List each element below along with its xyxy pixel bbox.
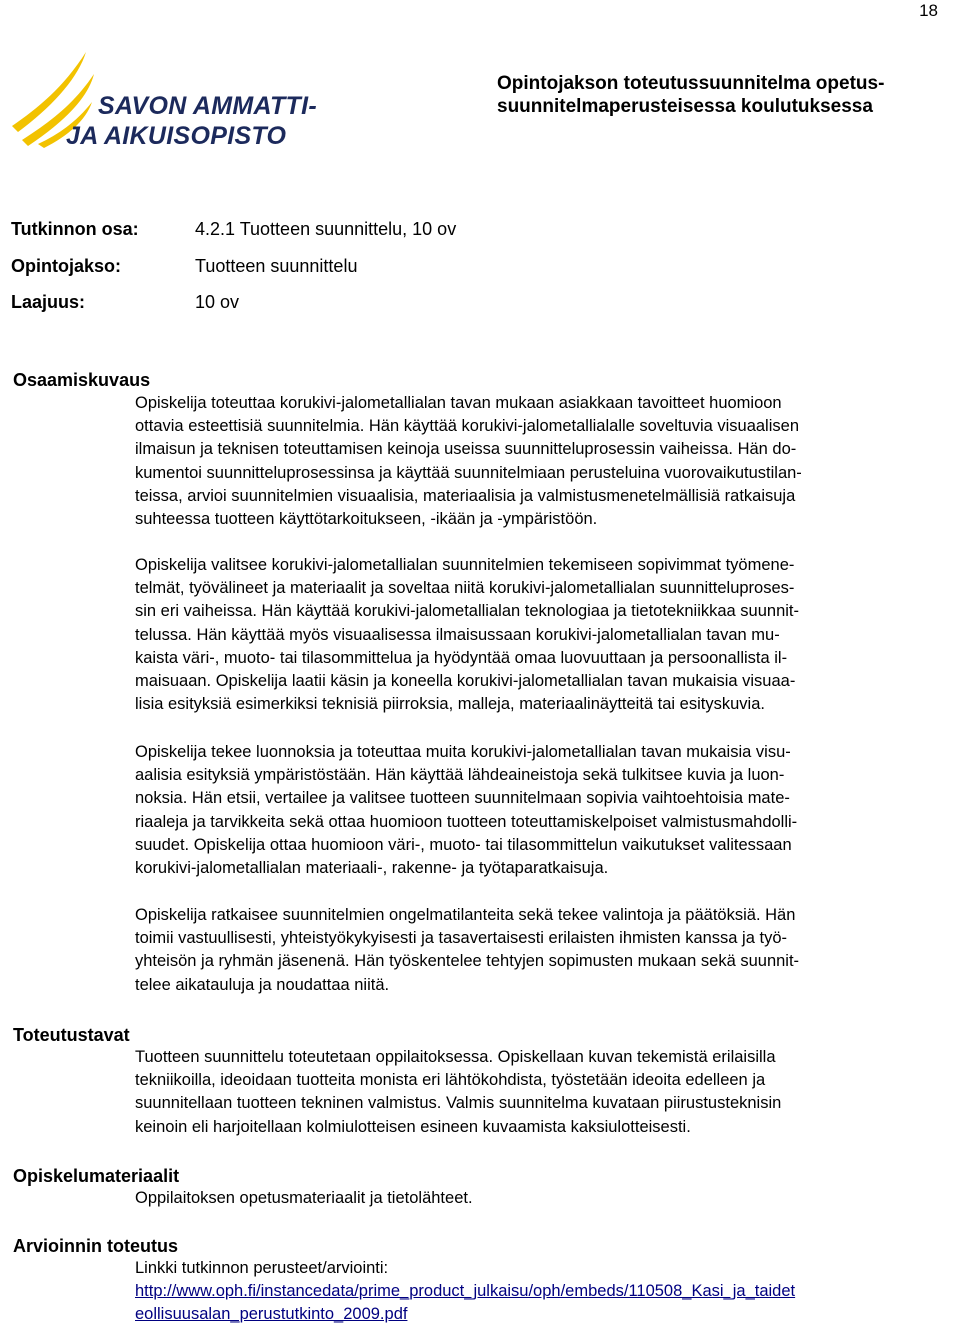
osaamiskuvaus-paragraph-4 (135, 904, 799, 997)
text-line: toimii vastuullisesti, yhteistyökykyisesti ja tasavertaisesti erilaisten ihmisten kanssa ja työ- (135, 929, 787, 948)
text-line: suunnitellaan tuotteen tekninen valmistus. Valmis suunnitelma kuvataan piirustusteknisin (135, 1094, 782, 1113)
text-line: Opiskelija tekee luonnoksia ja toteuttaa muita korukivi-jalometallialan tavan mukaisia visu- (135, 743, 791, 761)
opiskelumateriaalit-text: Oppilaitoksen opetusmateriaalit ja tietolähteet. (135, 1189, 473, 1207)
text-line: Opiskelija valitsee korukivi-jalometallialan suunnitelmien tekemiseen sopivimmat työmene- (135, 556, 795, 574)
text-line: telmät, työvälineet ja materiaalit ja soveltaa niitä korukivi-jalometallialan suunnitteluproses- (135, 579, 795, 598)
opintojakso-value: Tuotteen suunnittelu (195, 256, 358, 276)
osaamiskuvaus-paragraph-2 (135, 554, 799, 716)
text-line: Opiskelija toteuttaa korukivi-jalometallialan tavan mukaan asiakkaan tavoitteet huomioon (135, 394, 782, 412)
laajuus-value: 10 ov (195, 292, 240, 312)
page-number: 18 (919, 1, 938, 20)
text-line: yhteisön ja ryhmän jäsenenä. Hän työskentelee tehtyjen sopimusten mukaan sekä suunnit- (135, 952, 800, 971)
text-line: ilmaisun ja teknisen toteuttamisen keinoja useissa suunnitteluprosessin vaiheissa. Hän do- (135, 440, 797, 459)
text-line: korukivi-jalometallialan materiaali-, rakenne- ja työtaparatkaisuja. (135, 859, 609, 878)
opiskelumateriaalit-heading: Opiskelumateriaalit (13, 1166, 180, 1186)
text-line: lisia esityksiä esimerkiksi teknisiä piirroksia, malleja, materiaalinäytteitä tai esityskuvia. (135, 695, 765, 714)
document-title-line2: suunnitelmaperusteisessa koulutuksessa (497, 96, 873, 117)
text-line: keinoin eli harjoitellaan kolmiulotteisen esineen kuvaamista kaksiulotteisesti. (135, 1117, 691, 1136)
opintojakso-label: Opintojakso: (11, 256, 122, 276)
text-line: kaista väri-, muoto- tai tilasommittelua ja hyödyntää omaa luovuuttaan ja persoonallista il- (135, 648, 788, 667)
text-line: suudet. Opiskelija ottaa huomioon väri-, muoto- tai tilasommittelun vaikutukset valitessaan (135, 835, 792, 854)
osaamiskuvaus-paragraph-1 (135, 392, 802, 531)
school-logo (8, 48, 348, 158)
text-line: suhteessa tuotteen käyttötarkoitukseen, -ikään ja -ympäristöön. (135, 510, 598, 529)
tutkinnon-osa-value: 4.2.1 Tuotteen suunnittelu, 10 ov (195, 219, 457, 239)
logo-text-line2: JA AIKUISOPISTO (66, 122, 287, 150)
text-line: ottavia esteettisiä suunnitelmia. Hän käyttää korukivi-jalometallialalle soveltuvia visuaalisen (135, 417, 799, 436)
osaamiskuvaus-heading: Osaamiskuvaus (13, 370, 151, 390)
toteutustavat-heading: Toteutustavat (13, 1025, 130, 1045)
text-line: aalisia esityksiä ympäristöstään. Hän käyttää lähdeaineistoja sekä tulkitsee kuvia ja luon- (135, 766, 785, 785)
text-line: maisuaan. Opiskelija laatii käsin ja koneella korukivi-jalometallialan tavan mukaisia visuaa- (135, 672, 796, 691)
text-line: sin eri vaiheissa. Hän käyttää korukivi-jalometallialan teknologiaa ja tietotekniikkaa suunnit- (135, 602, 800, 621)
text-line: telee aikatauluja ja noudattaa niitä. (135, 975, 390, 994)
perusteet-link-line1[interactable]: http://www.oph.fi/instancedata/prime_product_julkaisu/oph/embeds/110508_Kasi_ja_taidet (135, 1282, 796, 1301)
text-line: Opiskelija ratkaisee suunnitelmien ongelmatilanteita sekä tekee valintoja ja päätöksiä. Hän (135, 906, 796, 924)
text-line: tekniikoilla, ideoidaan tuotteita monista eri lähtökohdista, työstetään ideoita edelleen ja (135, 1071, 766, 1090)
document-title-line1: Opintojakson toteutussuunnitelma opetus- (497, 73, 885, 94)
text-line: riaaleja ja tarvikkeita sekä ottaa huomioon tuotteen toteuttamiskelpoiset valmistusmahdolli- (135, 812, 798, 831)
text-line: teissa, arvioi suunnitelmien visuaalisia, materiaalisia ja valmistusmenetelmällisiä ratkaisuja (135, 486, 796, 505)
text-line: Tuotteen suunnittelu toteutetaan oppilaitoksessa. Opiskellaan kuvan tekemistä erilaisilla (135, 1048, 776, 1066)
logo-text-line1: SAVON AMMATTI- (98, 92, 317, 120)
laajuus-label: Laajuus: (11, 292, 86, 312)
document-title (497, 72, 937, 118)
text-line: kumentoi suunnitteluprosessinsa ja käyttää suunnitelmiaan perusteluina vuorovaikutustilan- (135, 463, 802, 482)
arvioinnin-toteutus-heading: Arvioinnin toteutus (13, 1236, 178, 1256)
toteutustavat-paragraph (135, 1046, 781, 1139)
text-line: noksia. Hän etsii, vertailee ja valitsee tuotteen suunnitelmaan sopivia vaihtoehtoisia mate- (135, 789, 790, 808)
text-line: telussa. Hän käyttää myös visuaalisessa ilmaisussaan korukivi-jalometallialan tavan mu- (135, 625, 780, 644)
perusteet-link-line2[interactable]: eollisuusalan_perustutkinto_2009.pdf (135, 1305, 408, 1324)
arvioinnin-toteutus-text: Linkki tutkinnon perusteet/arviointi: (135, 1259, 389, 1277)
osaamiskuvaus-paragraph-3 (135, 741, 797, 880)
tutkinnon-osa-label: Tutkinnon osa: (11, 219, 139, 239)
arvioinnin-toteutus-block (135, 1257, 795, 1327)
